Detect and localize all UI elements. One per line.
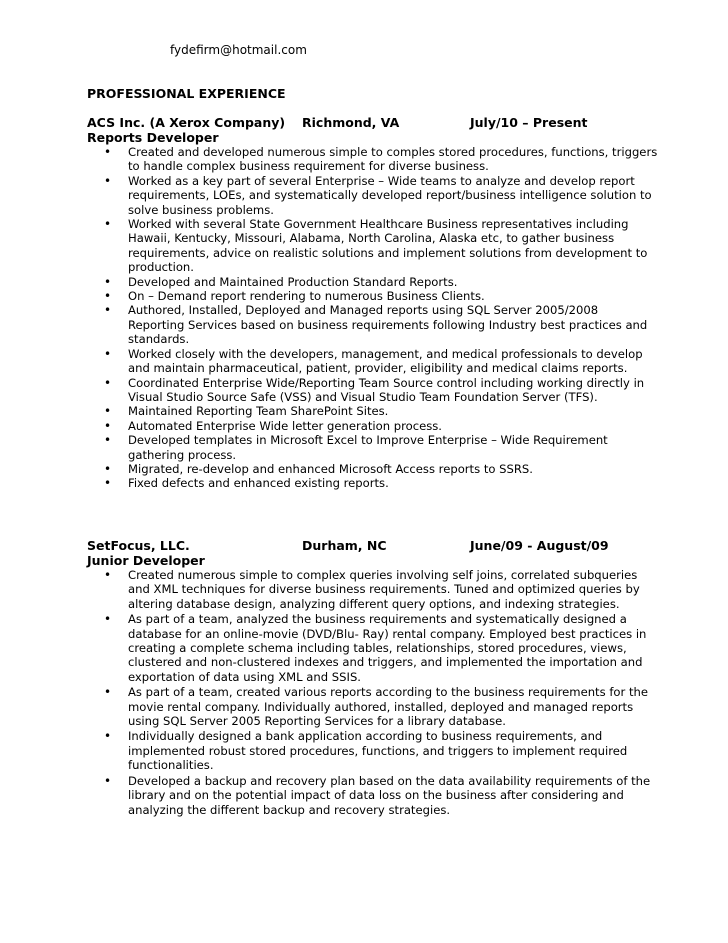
job-bullet	[87, 376, 658, 405]
job-entry	[87, 538, 657, 818]
job-bullet-text: Maintained Reporting Team SharePoint Sites.	[128, 404, 389, 419]
job-bullet	[87, 217, 658, 275]
job-header	[87, 115, 657, 130]
contact-email: fydefirm@hotmail.com	[170, 43, 307, 57]
bullet-icon: •	[104, 303, 112, 318]
bullet-icon: •	[104, 289, 112, 304]
bullet-icon: •	[104, 729, 112, 744]
bullet-icon: •	[104, 568, 112, 582]
bullet-icon: •	[104, 217, 112, 232]
job-bullet-text: Automated Enterprise Wide letter generation process.	[128, 418, 442, 433]
job-role: Junior Developer	[87, 553, 205, 568]
job-company: SetFocus, LLC.	[87, 538, 190, 553]
job-bullet-text: Developed and Maintained Production Standard Reports.	[128, 274, 458, 289]
bullet-icon: •	[104, 685, 112, 700]
job-bullet-text: On – Demand report rendering to numerous Business Clients.	[128, 289, 485, 304]
bullet-icon: •	[104, 418, 112, 433]
job-bullet-text: Worked as a key part of several Enterprise – Wide teams to analyze and develop report requirements, LOEs, and systematically developed report/business intelligence solution to solve business problems.	[128, 173, 652, 217]
job-dates: June/09 - August/09	[470, 538, 609, 553]
job-bullet	[87, 174, 658, 217]
section-title: PROFESSIONAL EXPERIENCE	[87, 86, 286, 101]
bullet-icon: •	[104, 346, 112, 361]
bullet-icon: •	[104, 274, 112, 289]
job-bullet	[87, 685, 658, 729]
job-entry	[87, 115, 657, 491]
bullet-icon: •	[104, 773, 112, 788]
job-company: ACS Inc. (A Xerox Company)	[87, 115, 286, 130]
job-bullet	[87, 303, 658, 346]
job-bullet	[87, 774, 658, 818]
job-location: Richmond, VA	[302, 115, 400, 130]
bullet-icon: •	[104, 612, 112, 627]
job-bullet	[87, 462, 658, 476]
job-bullet-text: Migrated, re-develop and enhanced Microsoft Access reports to SSRS.	[128, 461, 533, 476]
bullet-icon: •	[104, 375, 112, 390]
job-bullet-text: Worked with several State Government Healthcare Business representatives including Hawaii, Kentucky, Missouri, Alabama, North Carolina, Alaska etc, to gather business requirements, advice on realistic solutions and implement solutions from development to production.	[128, 217, 648, 275]
job-bullet	[87, 145, 658, 174]
job-dates: July/10 – Present	[470, 115, 588, 130]
job-bullet	[87, 347, 658, 376]
job-bullet-text: Developed templates in Microsoft Excel to Improve Enterprise – Wide Requirement gathering process.	[128, 433, 608, 462]
bullet-icon: •	[104, 145, 112, 159]
job-bullet-text: As part of a team, analyzed the business requirements and systematically designed a database for an online-movie (DVD/Blu- Ray) rental company. Employed best practices in creating a complete schema including tables, relationships, stored procedures, views, clustered and non-clustered indexes and triggers, and implemented the importation and exportation of data using XML and SSIS.	[128, 612, 647, 684]
job-bullet	[87, 612, 658, 685]
job-bullet-text: Created numerous simple to complex queries involving self joins, correlated subqueries and XML techniques for diverse business requirements. Tuned and optimized queries by altering database design, analyzing different query options, and indexing strategies.	[128, 568, 640, 611]
job-bullet-text: Authored, Installed, Deployed and Managed reports using SQL Server 2005/2008 Reporting Services based on business requirements following Industry best practices and standards.	[128, 303, 648, 347]
job-bullet	[87, 404, 658, 418]
bullet-icon: •	[104, 404, 112, 419]
job-bullet-text: Worked closely with the developers, management, and medical professionals to develop and maintain pharmaceutical, patient, provider, eligibility and medical claims reports.	[128, 346, 643, 376]
job-bullet-text: Fixed defects and enhanced existing reports.	[128, 476, 389, 491]
job-bullet	[87, 729, 658, 773]
bullet-icon: •	[104, 476, 112, 491]
job-location: Durham, NC	[302, 538, 387, 553]
job-header	[87, 538, 657, 553]
job-bullet-list	[87, 568, 657, 818]
job-bullet	[87, 476, 658, 490]
bullet-icon: •	[104, 461, 112, 476]
job-bullet	[87, 433, 658, 462]
job-bullet-text: As part of a team, created various reports according to the business requirements for the movie rental company. Individually authored, installed, deployed and managed reports using SQL Server 2005 Reporting Services for a library database.	[128, 685, 648, 729]
bullet-icon: •	[104, 173, 112, 188]
job-bullet-text: Developed a backup and recovery plan based on the data availability requirements of the library and on the potential impact of data loss on the business after considering and analyzing the different backup and recovery strategies.	[128, 773, 651, 817]
job-role: Reports Developer	[87, 130, 219, 145]
bullet-icon: •	[104, 433, 112, 448]
job-bullet-list	[87, 145, 657, 491]
job-bullet	[87, 419, 658, 433]
job-bullet-text: Created and developed numerous simple to comples stored procedures, functions, triggers to handle complex business requirement for diverse business.	[128, 145, 658, 174]
job-bullet	[87, 275, 658, 289]
job-bullet-text: Coordinated Enterprise Wide/Reporting Team Source control including working directly in Visual Studio Source Safe (VSS) and Visual Studio Team Foundation Server (TFS).	[128, 375, 645, 404]
job-bullet-text: Individually designed a bank application according to business requirements, and implemented robust stored procedures, functions, and triggers to implement required functionalities.	[128, 729, 628, 773]
job-bullet	[87, 568, 658, 612]
job-bullet	[87, 289, 658, 303]
